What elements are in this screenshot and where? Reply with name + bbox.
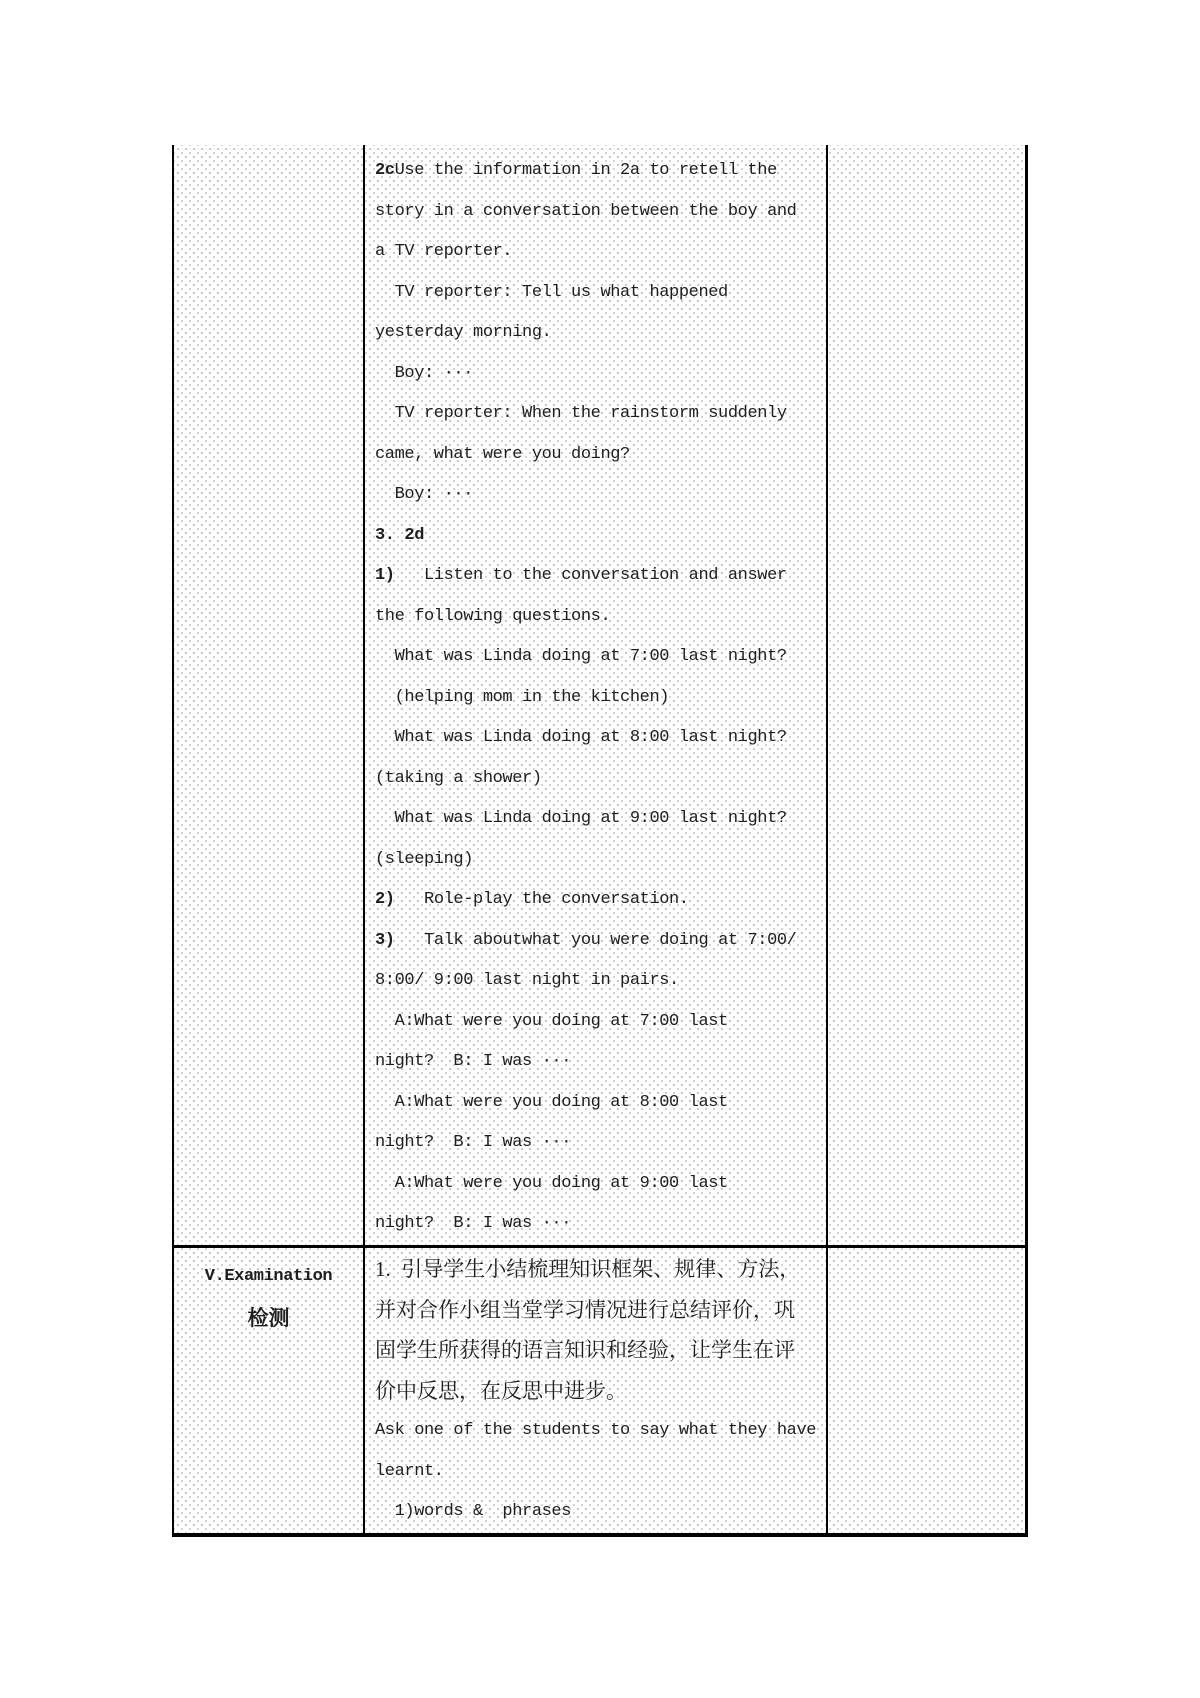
text-line: came, what were you doing? [375,444,630,464]
text-line: 3) Talk aboutwhat you were doing at 7:00/ [375,930,797,950]
stage-cell-empty [174,145,365,1245]
text-line: V.Examination [204,1267,333,1286]
text-line: night? B: I was ··· [375,1052,572,1071]
text-line: night? B: I was ··· [375,1133,572,1152]
text-line: 1)words & phrases [375,1502,572,1521]
text-line: learnt. [375,1461,444,1481]
notes-cell-empty [828,1248,1025,1533]
text-line: 3. 2d [375,525,425,545]
text-line: TV reporter: When the rainstorm suddenly [375,404,787,423]
text-line: 1) Listen to the conversation and answer [375,566,787,585]
text-line: Ask one of the students to say what they have [375,1421,817,1440]
text-line: yesterday morning. [375,323,552,342]
text-line: What was Linda doing at 8:00 last night? [375,728,787,747]
text-line: (helping mom in the kitchen) [375,687,670,707]
text-line: night? B: I was ··· [375,1214,572,1233]
text-line: 并对合作小组当堂学习情况进行总结评价，巩 [375,1297,795,1322]
notes-cell-empty [828,145,1025,1245]
text-line: A:What were you doing at 9:00 last [375,1173,728,1193]
text-line: 8:00/ 9:00 last night in pairs. [375,971,679,990]
text-line: story in a conversation between the boy and [375,201,797,221]
text-line: 价中反思，在反思中进步。 [375,1378,627,1403]
lesson-plan-table [172,145,1028,1537]
text-line: Boy: ··· [375,363,474,383]
table-row-examination [174,1248,1025,1533]
text-line: 2) Role-play the conversation. [375,890,689,909]
text-line: 2cUse the information in 2a to retell the [375,161,777,180]
text-line: Boy: ··· [375,485,474,504]
text-line: A:What were you doing at 8:00 last [375,1092,728,1112]
text-line: What was Linda doing at 9:00 last night? [375,809,787,828]
text-line: What was Linda doing at 7:00 last night? [375,647,787,666]
text-line: 1. 引导学生小结梳理知识框架、规律、方法， [375,1257,801,1281]
text-line: 固学生所获得的语言知识和经验，让学生在评 [375,1338,795,1362]
text-line: A:What were you doing at 7:00 last [375,1011,728,1031]
stage-cell-examination [174,1248,365,1533]
text-line: a TV reporter. [375,242,513,261]
activities-cell [365,145,828,1245]
text-line: (sleeping) [375,849,474,869]
table-row-activities [174,145,1025,1248]
text-line: 检测 [247,1305,290,1330]
text-line: TV reporter: Tell us what happened [375,282,728,302]
text-line: the following questions. [375,606,611,626]
text-line: (taking a shower) [375,768,542,788]
examination-activities-cell [365,1248,828,1533]
